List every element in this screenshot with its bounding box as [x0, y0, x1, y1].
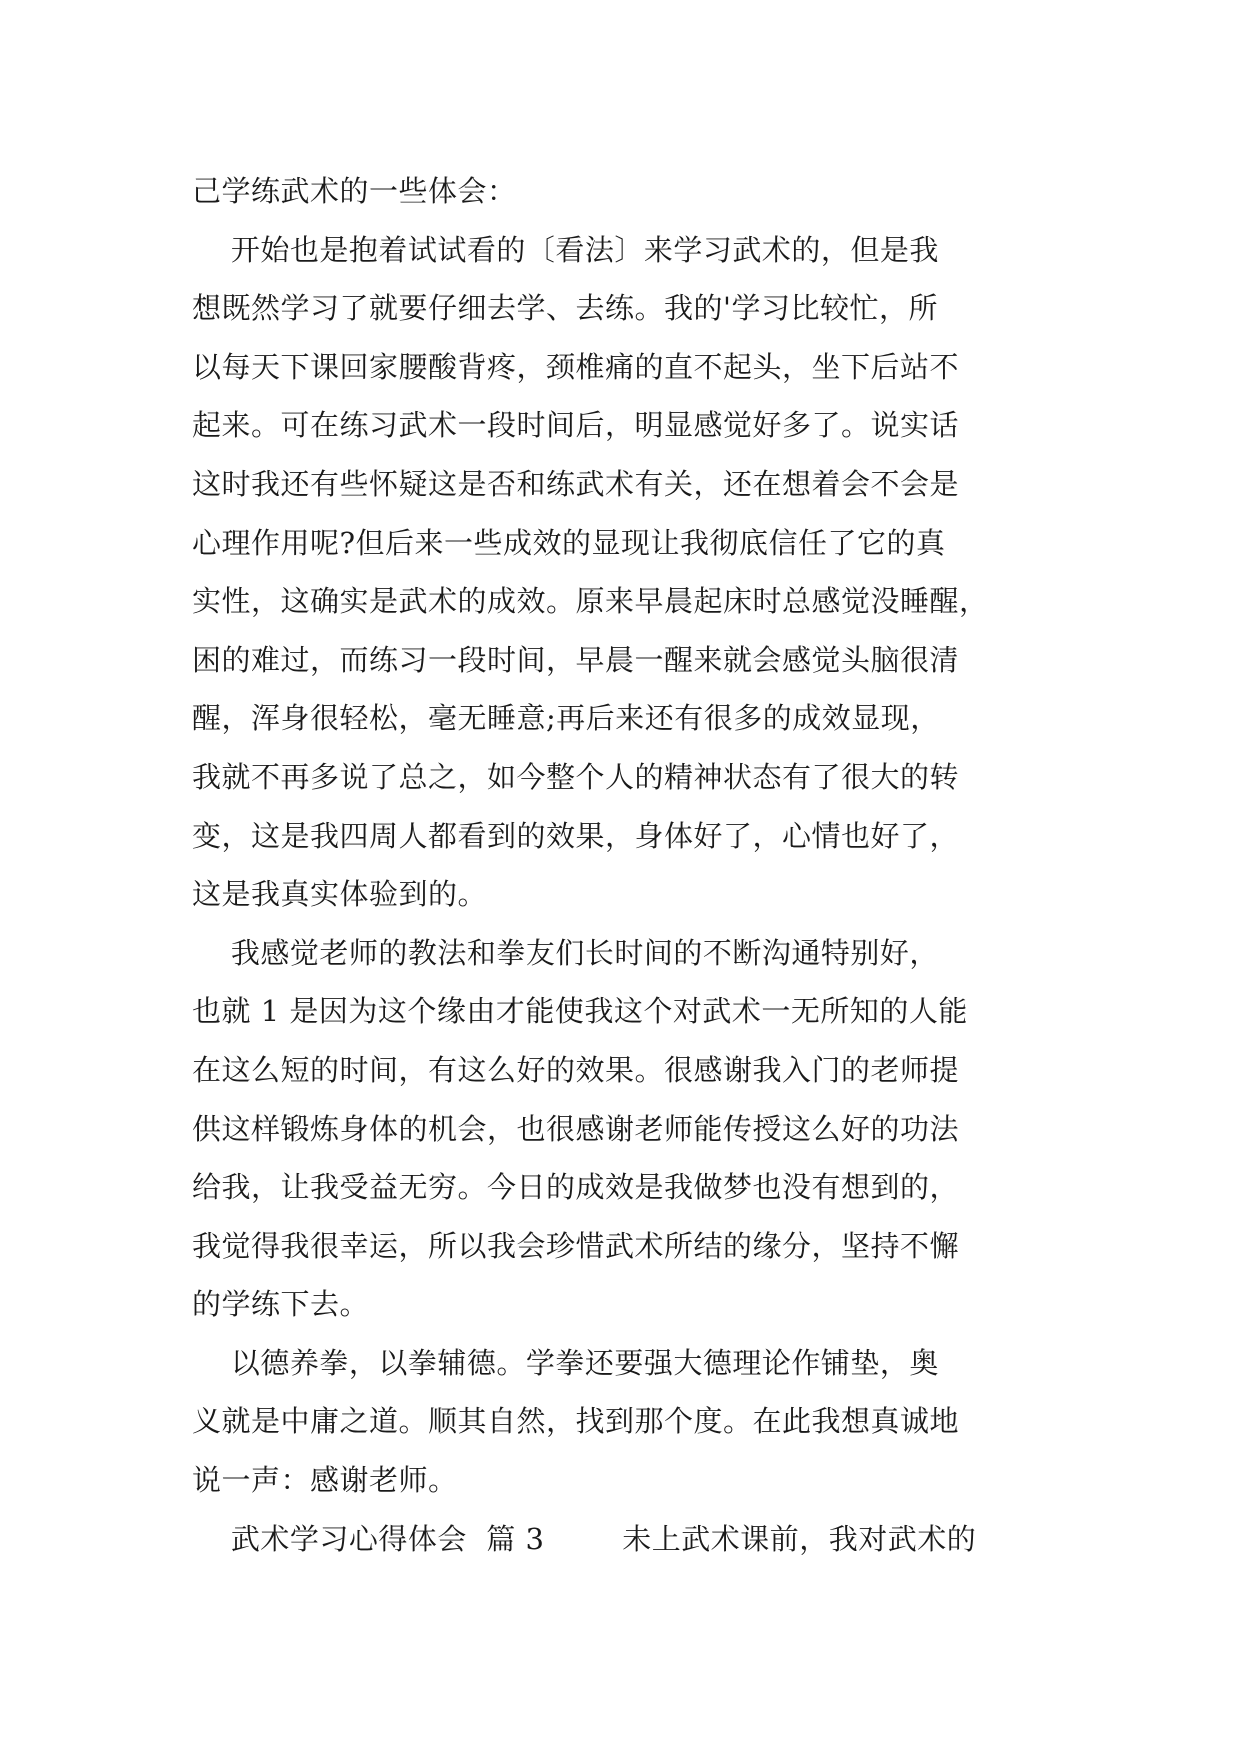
- section-heading-line: 武术学习心得体会 篇 3 未上武术课前，我对武术的: [192, 1521, 977, 1556]
- text-line: 给我，让我受益无穷。今日的成效是我做梦也没有想到的，: [192, 1170, 960, 1205]
- text-line: 这是我真实体验到的。: [192, 877, 488, 912]
- text-line: 我觉得我很幸运，所以我会珍惜武术所结的缘分，坚持不懈: [192, 1228, 960, 1263]
- text-line: 以每天下课回家腰酸背疼，颈椎痛的直不起头，坐下后站不: [192, 349, 960, 384]
- text-line: 也就 1 是因为这个缘由才能使我这个对武术一无所知的人能: [192, 994, 968, 1029]
- paragraph-first-line: 以德养拳，以拳辅德。学拳还要强大德理论作铺垫，奥: [192, 1345, 939, 1380]
- text-line: 想既然学习了就要仔细去学、去练。我的'学习比较忙，所: [192, 291, 938, 326]
- text-line: 困的难过，而练习一段时间，早晨一醒来就会感觉头脑很清: [192, 642, 960, 677]
- text-line: 心理作用呢?但后来一些成效的显现让我彻底信任了它的真: [192, 525, 946, 560]
- document-body: [192, 162, 1062, 1568]
- text-line: 说一声：感谢老师。: [192, 1463, 458, 1498]
- text-line: 义就是中庸之道。顺其自然，找到那个度。在此我想真诚地: [192, 1404, 960, 1439]
- text-line: 实性，这确实是武术的成效。原来早晨起床时总感觉没睡醒，: [192, 584, 989, 619]
- text-line: 变，这是我四周人都看到的效果，身体好了，心情也好了，: [192, 818, 960, 853]
- text-line: 这时我还有些怀疑这是否和练武术有关，还在想着会不会是: [192, 466, 960, 501]
- text-line: 在这么短的时间，有这么好的效果。很感谢我入门的老师提: [192, 1052, 960, 1087]
- text-line: 起来。可在练习武术一段时间后，明显感觉好多了。说实话: [192, 408, 960, 443]
- paragraph-first-line: 我感觉老师的教法和拳友们长时间的不断沟通特别好，: [192, 935, 939, 970]
- text-line: 醒，浑身很轻松，毫无睡意;再后来还有很多的成效显现，: [192, 701, 940, 736]
- text-line: 己学练武术的一些体会：: [192, 174, 517, 208]
- text-line: 供这样锻炼身体的机会，也很感谢老师能传授这么好的功法: [192, 1111, 960, 1146]
- text-line: 我就不再多说了总之，如今整个人的精神状态有了很大的转: [192, 759, 960, 794]
- text-line: 的学练下去。: [192, 1287, 370, 1322]
- paragraph-first-line: 开始也是抱着试试看的〔看法〕来学习武术的，但是我: [192, 232, 939, 267]
